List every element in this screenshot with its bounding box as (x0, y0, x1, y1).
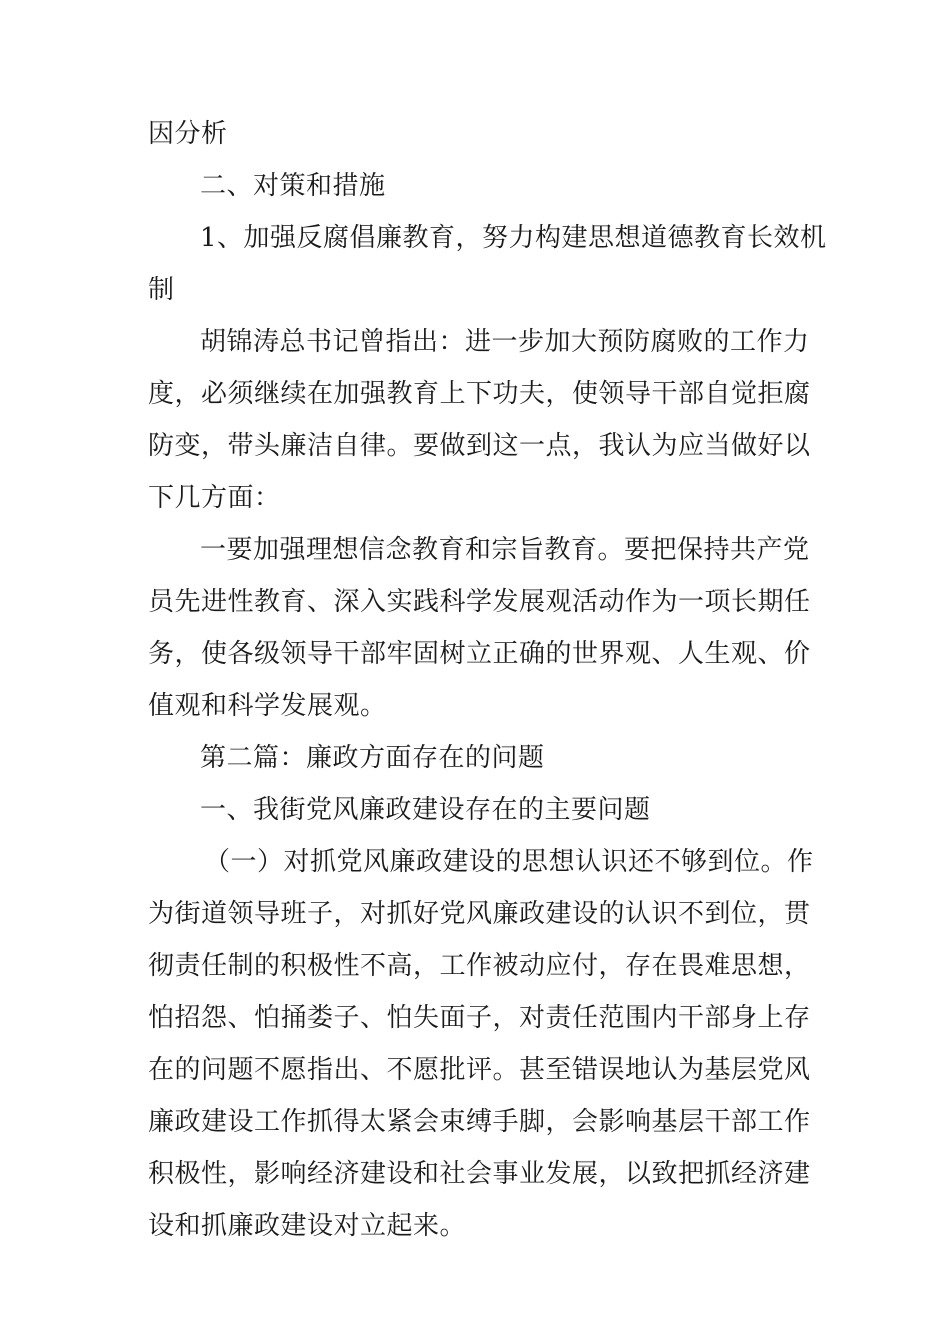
document-body (148, 108, 827, 1252)
text-line: 廉政建设工作抓得太紧会束缚手脚，会影响基层干部工作 (148, 1107, 811, 1137)
text-line: 彻责任制的积极性不高，工作被动应付，存在畏难思想， (148, 951, 811, 981)
text-line: 为街道领导班子，对抓好党风廉政建设的认识不到位，贯 (148, 899, 811, 929)
section-heading: 一、我街党风廉政建设存在的主要问题 (200, 795, 651, 825)
section-heading: 二、对策和措施 (200, 171, 386, 201)
text-line: 值观和科学发展观。 (148, 691, 387, 721)
paragraph-start: 胡锦涛总书记曾指出：进一步加大预防腐败的工作力 (200, 327, 810, 357)
text-line: 防变，带头廉洁自律。要做到这一点，我认为应当做好以 (148, 431, 811, 461)
text-line: 积极性，影响经济建设和社会事业发展，以致把抓经济建 (148, 1159, 811, 1189)
paragraph-start: （一）对抓党风廉政建设的思想认识还不够到位。作 (204, 847, 814, 877)
text-line: 务，使各级领导干部牢固树立正确的世界观、人生观、价 (148, 639, 811, 669)
text-line: 因分析 (148, 119, 228, 149)
text-line: 制 (148, 275, 175, 305)
subsection-heading: 1、加强反腐倡廉教育，努力构建思想道德教育长效机 (200, 223, 827, 253)
paragraph-start: 一要加强理想信念教育和宗旨教育。要把保持共产党 (200, 535, 810, 565)
chapter-heading: 第二篇：廉政方面存在的问题 (200, 743, 545, 773)
text-line: 怕招怨、怕捅娄子、怕失面子，对责任范围内干部身上存 (148, 1003, 811, 1033)
text-line: 度，必须继续在加强教育上下功夫，使领导干部自觉拒腐 (148, 379, 811, 409)
text-line: 设和抓廉政建设对立起来。 (148, 1211, 467, 1241)
text-line: 在的问题不愿指出、不愿批评。甚至错误地认为基层党风 (148, 1055, 811, 1085)
text-line: 员先进性教育、深入实践科学发展观活动作为一项长期任 (148, 587, 811, 617)
text-line: 下几方面： (148, 483, 281, 513)
